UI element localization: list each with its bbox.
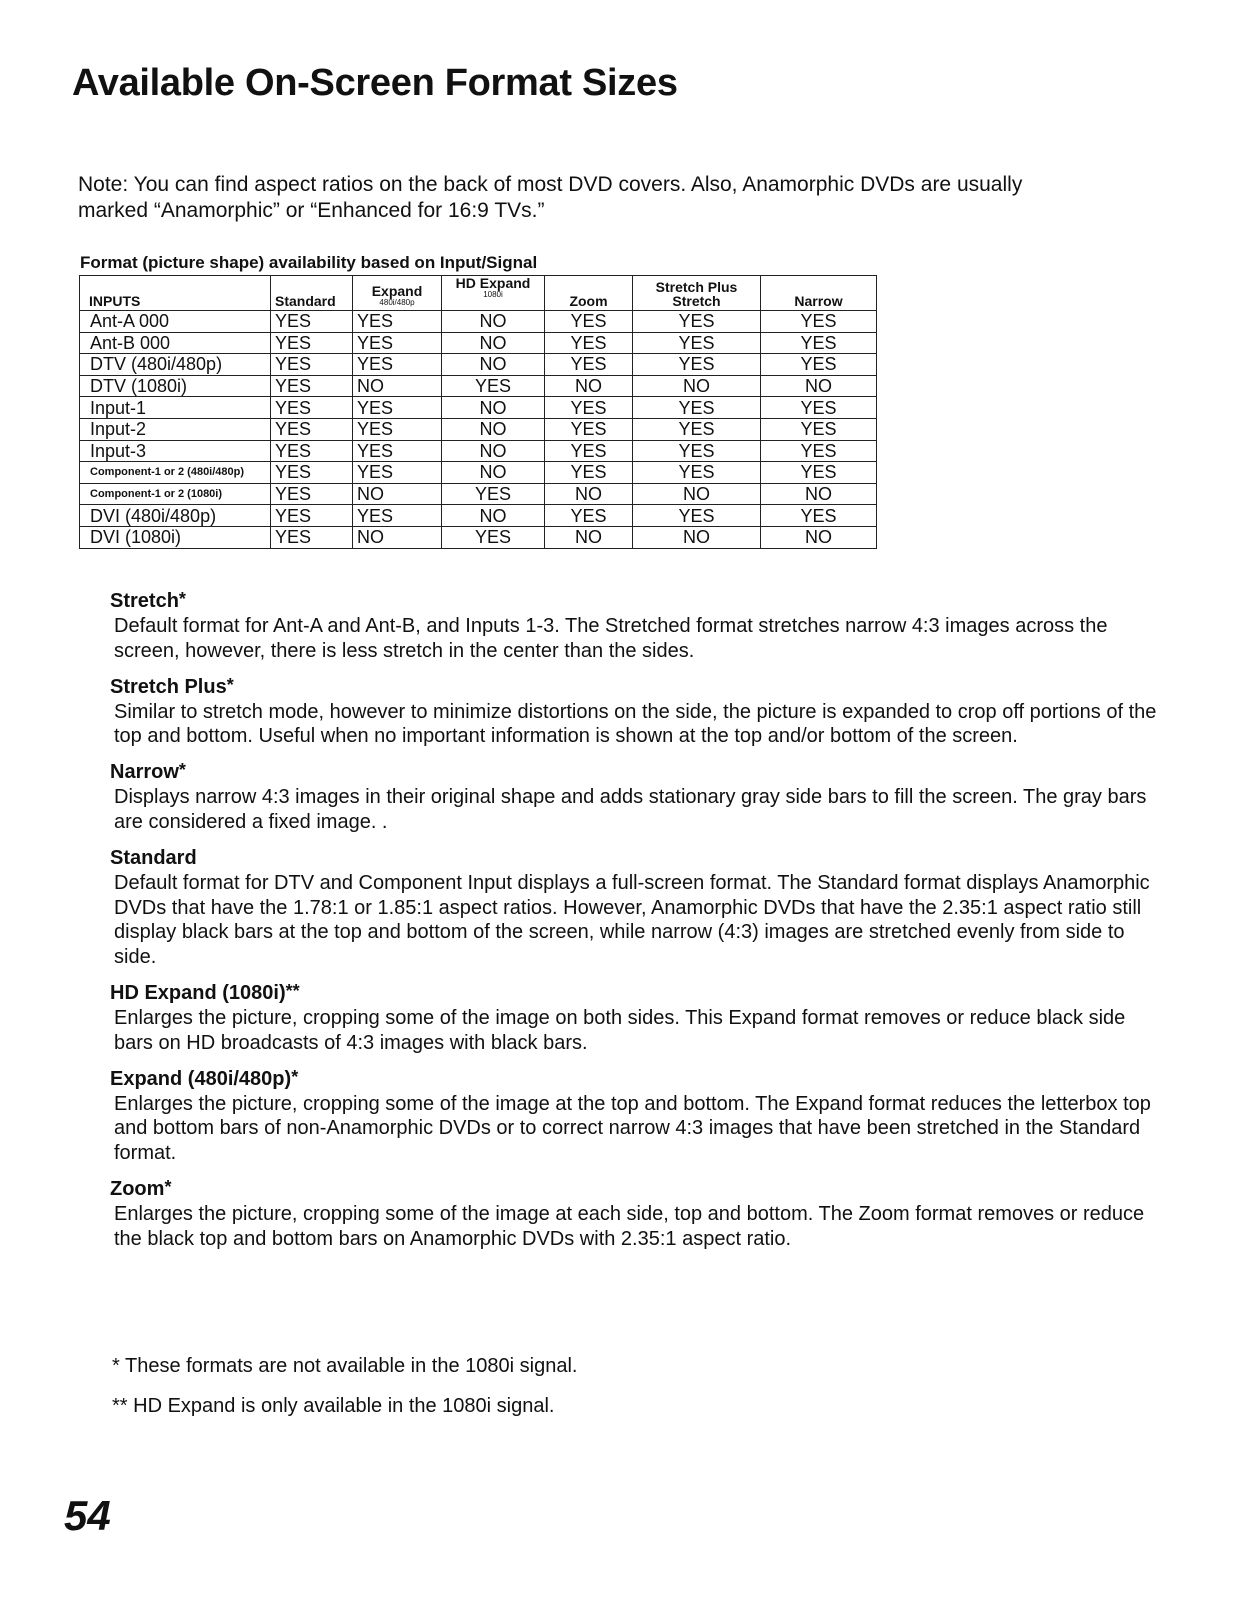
hd-expand-cell: NO — [442, 397, 545, 419]
standard-cell: YES — [271, 440, 353, 462]
hd-expand-cell: NO — [442, 505, 545, 527]
narrow-cell: YES — [761, 397, 877, 419]
narrow-cell: YES — [761, 505, 877, 527]
hd-expand-cell: YES — [442, 526, 545, 548]
input-name-cell: DVI (480i/480p) — [80, 505, 271, 527]
page-title: Available On-Screen Format Sizes — [72, 62, 678, 104]
expand-cell: YES — [353, 354, 442, 376]
narrow-cell: YES — [761, 440, 877, 462]
section-text: Default format for Ant-A and Ant-B, and Inputs 1-3. The Stretched format stretches narrow 4:3 images across the screen, however, there is less stretch in the center than the sides. — [114, 615, 1108, 662]
zoom-cell: NO — [545, 526, 633, 548]
header-expand-sub: 480i/480p — [379, 298, 415, 307]
header-hd-expand-sub: 1080i — [483, 290, 503, 299]
standard-cell: YES — [271, 397, 353, 419]
input-name-cell: DTV (480i/480p) — [80, 354, 271, 376]
table-row — [80, 397, 877, 419]
section-heading — [110, 759, 1160, 785]
footnote-not-1080i: * These formats are not available in the 1080i signal. — [112, 1355, 578, 1377]
stretch-cell: YES — [633, 332, 761, 354]
zoom-cell: YES — [545, 440, 633, 462]
section-title: Zoom — [110, 1177, 165, 1200]
section-footnote-mark: * — [291, 1066, 299, 1087]
section-text: Enlarges the picture, cropping some of the image at each side, top and bottom. The Zoom format removes or reduce the black top and bottom bars on Anamorphic DVDs with 2.35:1 aspect ratio. — [114, 1202, 1145, 1250]
zoom-cell: YES — [545, 397, 633, 419]
header-hd-expand-label: HD Expand — [455, 275, 531, 291]
stretch-cell: YES — [633, 462, 761, 484]
table-row — [80, 375, 877, 397]
header-standard: Standard — [271, 276, 353, 311]
section-text: Displays narrow 4:3 images in their original shape and adds stationary gray side bars to fill the screen. The gray bars are considered a fixed image. . — [114, 786, 1147, 833]
narrow-cell: NO — [761, 526, 877, 548]
format-section — [110, 588, 1160, 664]
expand-cell: YES — [353, 397, 442, 419]
narrow-cell: YES — [761, 462, 877, 484]
section-footnote-mark: * — [226, 674, 234, 695]
hd-expand-cell: NO — [442, 440, 545, 462]
expand-cell: YES — [353, 462, 442, 484]
section-title: Standard — [110, 846, 197, 869]
section-text: Similar to stretch mode, however to minimize distortions on the side, the picture is expanded to crop off portions of the top and bottom. Useful when no important information is shown at the top and/or bottom of the screen. — [114, 700, 1157, 748]
input-name-cell: Input-3 — [80, 440, 271, 462]
hd-expand-cell: NO — [442, 311, 545, 333]
input-name-cell: DVI (1080i) — [80, 526, 271, 548]
section-heading — [110, 980, 1160, 1006]
standard-cell: YES — [271, 418, 353, 440]
expand-cell: NO — [353, 483, 442, 505]
footnote-hd-expand: ** HD Expand is only available in the 1080i signal. — [112, 1395, 555, 1417]
standard-cell: YES — [271, 311, 353, 333]
input-name-cell: Component-1 or 2 (1080i) — [80, 483, 271, 505]
input-name-cell: Input-1 — [80, 397, 271, 419]
section-text: Enlarges the picture, cropping some of the image at the top and bottom. The Expand format reduces the letterbox top and bottom bars of non-Anamorphic DVDs or to correct narrow 4:3 images that have been stretched in the Standard format. — [114, 1092, 1151, 1165]
format-descriptions — [110, 588, 1160, 1262]
section-title: Narrow — [110, 761, 179, 784]
zoom-cell: NO — [545, 483, 633, 505]
section-footnote-mark: * — [164, 1176, 172, 1197]
section-title: Stretch — [110, 590, 179, 612]
input-name-cell: Ant-B 000 — [80, 332, 271, 354]
stretch-cell: YES — [633, 418, 761, 440]
table-body — [80, 311, 877, 549]
header-hd-expand — [442, 276, 545, 311]
format-section — [110, 980, 1160, 1056]
hd-expand-cell: YES — [442, 483, 545, 505]
stretch-cell: YES — [633, 354, 761, 376]
header-narrow: Narrow — [761, 276, 877, 311]
header-inputs: INPUTS — [80, 276, 271, 311]
hd-expand-cell: YES — [442, 375, 545, 397]
standard-cell: YES — [271, 354, 353, 376]
expand-cell: NO — [353, 375, 442, 397]
table-row — [80, 505, 877, 527]
expand-cell: YES — [353, 440, 442, 462]
zoom-cell: YES — [545, 462, 633, 484]
stretch-cell: YES — [633, 505, 761, 527]
hd-expand-cell: NO — [442, 462, 545, 484]
narrow-cell: YES — [761, 354, 877, 376]
table-row — [80, 483, 877, 505]
format-section — [110, 674, 1160, 750]
section-heading — [110, 588, 1160, 614]
hd-expand-cell: NO — [442, 332, 545, 354]
zoom-cell: YES — [545, 418, 633, 440]
stretch-cell: YES — [633, 440, 761, 462]
stretch-cell: NO — [633, 526, 761, 548]
zoom-cell: YES — [545, 311, 633, 333]
expand-cell: YES — [353, 332, 442, 354]
section-title: Expand (480i/480p) — [110, 1067, 292, 1090]
table-header-row — [80, 276, 877, 311]
zoom-cell: YES — [545, 505, 633, 527]
expand-cell: NO — [353, 526, 442, 548]
narrow-cell: YES — [761, 418, 877, 440]
table-row — [80, 354, 877, 376]
header-stretch-plus-label: Stretch Plus — [655, 279, 738, 295]
input-name-cell: Ant-A 000 — [80, 311, 271, 333]
format-availability-table — [79, 275, 877, 549]
standard-cell: YES — [271, 526, 353, 548]
section-footnote-mark: * — [178, 589, 186, 609]
table-caption: Format (picture shape) availability based on Input/Signal — [80, 253, 538, 272]
format-section — [110, 1176, 1160, 1252]
header-zoom: Zoom — [545, 276, 633, 311]
header-stretch — [633, 276, 761, 311]
narrow-cell: YES — [761, 311, 877, 333]
expand-cell: YES — [353, 311, 442, 333]
standard-cell: YES — [271, 375, 353, 397]
standard-cell: YES — [271, 483, 353, 505]
section-heading — [110, 1176, 1160, 1202]
narrow-cell: NO — [761, 483, 877, 505]
table-row — [80, 462, 877, 484]
table-row — [80, 332, 877, 354]
section-heading — [110, 1066, 1160, 1092]
narrow-cell: YES — [761, 332, 877, 354]
stretch-cell: NO — [633, 375, 761, 397]
expand-cell: YES — [353, 505, 442, 527]
input-name-cell: Component-1 or 2 (480i/480p) — [80, 462, 271, 484]
format-section — [110, 845, 1160, 970]
section-heading — [110, 845, 1160, 871]
stretch-cell: NO — [633, 483, 761, 505]
section-title: Stretch Plus — [110, 675, 227, 698]
section-heading — [110, 674, 1160, 700]
section-footnote-mark: * — [178, 760, 186, 781]
page-number: 54 — [64, 1492, 111, 1539]
header-stretch-label: Stretch — [672, 293, 721, 309]
stretch-cell: YES — [633, 397, 761, 419]
aspect-ratio-note: Note: You can find aspect ratios on the back of most DVD covers. Also, Anamorphic DVDs are usually marked “Anamorphic” or “Enhanced for 16:9 TVs.” — [78, 173, 1023, 222]
input-name-cell: Input-2 — [80, 418, 271, 440]
section-footnote-mark: ** — [285, 980, 300, 1001]
hd-expand-cell: NO — [442, 418, 545, 440]
table-row — [80, 418, 877, 440]
section-text: Enlarges the picture, cropping some of the image on both sides. This Expand format removes or reduce black side bars on HD broadcasts of 4:3 images with black bars. — [114, 1006, 1126, 1054]
section-text: Default format for DTV and Component Input displays a full-screen format. The Standard format displays Anamorphic DVDs that have the 1.78:1 or 1.85:1 aspect ratios. However, Anamorphic DVDs that have the 2.35:1 aspect ratio still display black bars at the top and bottom of the screen, while narrow (4:3) images are stretched evenly from side to side. — [114, 871, 1150, 969]
narrow-cell: NO — [761, 375, 877, 397]
header-expand-label: Expand — [371, 283, 423, 299]
input-name-cell: DTV (1080i) — [80, 375, 271, 397]
section-title: HD Expand (1080i) — [110, 981, 286, 1004]
stretch-cell: YES — [633, 311, 761, 333]
table-row — [80, 440, 877, 462]
zoom-cell: YES — [545, 354, 633, 376]
zoom-cell: NO — [545, 375, 633, 397]
format-section — [110, 1066, 1160, 1166]
standard-cell: YES — [271, 332, 353, 354]
table-row — [80, 311, 877, 333]
expand-cell: YES — [353, 418, 442, 440]
header-expand — [353, 276, 442, 311]
standard-cell: YES — [271, 505, 353, 527]
format-section — [110, 759, 1160, 835]
table-row — [80, 526, 877, 548]
zoom-cell: YES — [545, 332, 633, 354]
hd-expand-cell: NO — [442, 354, 545, 376]
standard-cell: YES — [271, 462, 353, 484]
